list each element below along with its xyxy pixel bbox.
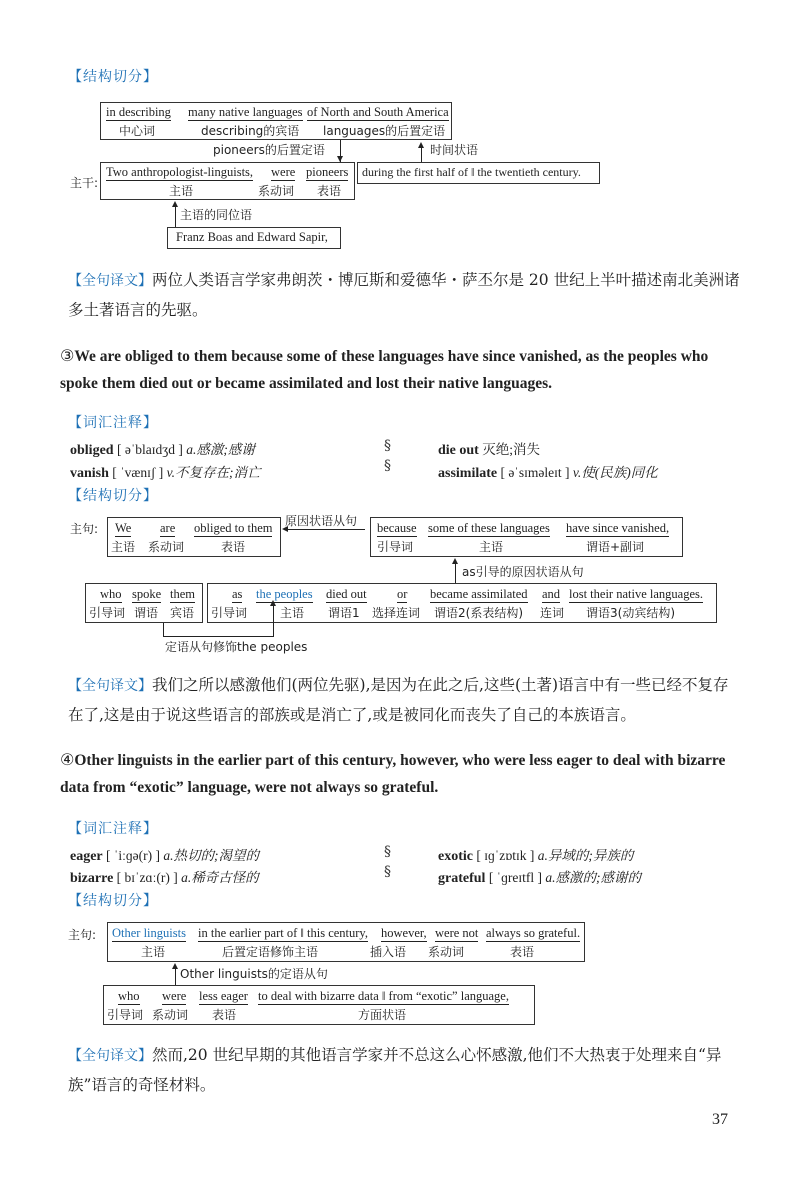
connector-line xyxy=(175,207,176,227)
connector-line xyxy=(455,563,456,583)
translation-paragraph xyxy=(68,266,740,325)
phrase-of-north-south-america: of North and South America xyxy=(307,105,449,119)
phrase-some-of-these-languages: some of these languages xyxy=(428,521,550,535)
phrase-box-describing xyxy=(100,102,452,140)
phrase-were-not: were not xyxy=(435,926,479,940)
vocab-heading: 【词汇注释】 xyxy=(68,821,158,837)
vocab-entry xyxy=(438,438,540,459)
phrase-less-eager: less eager xyxy=(199,989,248,1003)
vocab-entry xyxy=(438,844,633,865)
main-clause-label: 主干: xyxy=(70,176,99,190)
phrase-box-as-clause xyxy=(207,583,717,623)
vocab-ipa: [ ˈɡreɪtfl ] xyxy=(488,870,543,885)
phrase-earlier-part-of-century: in the earlier part of ‖ this century, xyxy=(198,926,368,940)
phrase-them: them xyxy=(170,587,195,601)
phrase-franz-boas-edward-sapir: Franz Boas and Edward Sapir, xyxy=(176,230,328,244)
phrase-box-names xyxy=(167,227,341,249)
phrase-however: however, xyxy=(381,926,427,940)
vocab-heading: 【词汇注释】 xyxy=(68,415,158,431)
sentence-3 xyxy=(60,342,740,397)
label-alternative-conj: 选择连词 xyxy=(372,606,421,620)
sentence-number: ④ xyxy=(60,750,75,769)
phrase-who: who xyxy=(118,989,140,1003)
translation-tag: 【全句译文】 xyxy=(68,678,152,694)
label-predicate-adverb: 谓语+副词 xyxy=(586,540,645,554)
arrow-up xyxy=(418,142,424,148)
vocab-def: a.感激的;感谢的 xyxy=(545,870,642,885)
vocab-entry xyxy=(70,461,261,482)
vocab-word: exotic xyxy=(438,849,473,864)
vocab-word: vanish xyxy=(70,466,109,481)
translation-paragraph xyxy=(68,671,740,730)
connector-line xyxy=(175,968,176,985)
label-aspect-adverbial: 方面状语 xyxy=(358,1008,407,1022)
translation-tag: 【全句译文】 xyxy=(68,1048,152,1064)
phrase-box-main xyxy=(100,162,355,200)
phrase-spoke: spoke xyxy=(132,587,162,601)
phrase-box-we-are-obliged xyxy=(107,517,281,557)
phrase-became-assimilated: became assimilated xyxy=(430,587,528,601)
label-subject: 主语 xyxy=(141,945,166,959)
phrase-lost-native-languages: lost their native languages. xyxy=(569,587,703,601)
phrase-have-since-vanished: have since vanished, xyxy=(566,521,670,535)
vocab-entry xyxy=(438,461,658,482)
label-predicative: 表语 xyxy=(510,945,535,959)
label-parenthesis: 插入语 xyxy=(370,945,407,959)
vocab-ipa: [ ˈiːɡə(r) ] xyxy=(106,848,160,863)
label-reason-clause: 原因状语从句 xyxy=(285,514,358,528)
label-predicate-1: 谓语1 xyxy=(328,606,360,620)
label-predicate-3: 谓语3(动宾结构) xyxy=(586,606,675,620)
vocab-def: v.不复存在;消亡 xyxy=(166,465,261,480)
phrase-because: because xyxy=(377,521,417,535)
main-clause-label: 主句: xyxy=(70,522,99,536)
label-post-attr-subject: 后置定语修饰主语 xyxy=(222,945,319,959)
label-subject: 主语 xyxy=(280,606,305,620)
vocab-ipa: [ əˈsɪməleɪt ] xyxy=(500,465,570,480)
phrase-to-deal-with: to deal with bizarre data ‖ from “exotic” language, xyxy=(258,989,509,1003)
phrase-as: as xyxy=(232,587,243,601)
label-relative-clause: 定语从句修饰the peoples xyxy=(165,640,308,654)
connector-line xyxy=(163,623,164,637)
label-linking-verb: 系动词 xyxy=(258,184,295,198)
translation-paragraph xyxy=(68,1041,740,1100)
translation-tag: 【全句译文】 xyxy=(68,273,152,289)
label-subject: 主语 xyxy=(111,540,136,554)
label-predicative: 表语 xyxy=(212,1008,237,1022)
phrase-we: We xyxy=(115,521,132,535)
sentence-4 xyxy=(60,746,740,801)
struct-heading: 【结构切分】 xyxy=(68,69,158,85)
label-pioneers-post-attr: pioneers的后置定语 xyxy=(213,143,325,157)
phrase-obliged-to-them: obliged to them xyxy=(194,521,273,535)
arrow-up xyxy=(270,600,276,606)
struct-heading: 【结构切分】 xyxy=(68,893,158,909)
label-conjunction: 引导词 xyxy=(377,540,414,554)
vocab-ipa: [ bɪˈzɑː(r) ] xyxy=(116,870,178,885)
vocab-word: eager xyxy=(70,849,103,864)
phrase-were: were xyxy=(162,989,187,1003)
label-relative-word: 引导词 xyxy=(107,1008,144,1022)
label-attributive-clause: Other linguists的定语从句 xyxy=(180,967,328,981)
arrow-up xyxy=(172,963,178,969)
label-describing-object: describing的宾语 xyxy=(201,124,300,138)
phrase-box-who-spoke xyxy=(85,583,203,623)
translation-text: 我们之所以感激他们(两位先驱),是因为在此之后,这些(土著)语言中有一些已经不复存在了,这是由于说这些语言的部族或是消亡了,或是被同化而丧失了自己的本族语言。 xyxy=(68,676,729,724)
struct-heading: 【结构切分】 xyxy=(68,488,158,504)
connector-line xyxy=(421,146,422,162)
vocab-word: assimilate xyxy=(438,466,498,481)
vocab-entry xyxy=(438,866,641,887)
page-number: 37 xyxy=(712,1111,728,1128)
phrase-died-out: died out xyxy=(326,587,367,601)
vocab-word: grateful xyxy=(438,871,486,886)
vocab-word: obliged xyxy=(70,443,114,458)
label-as-reason-clause: as引导的原因状语从句 xyxy=(462,565,584,579)
label-subject: 主语 xyxy=(169,184,194,198)
label-head-word: 中心词 xyxy=(119,124,156,138)
vocab-def: a.稀奇古怪的 xyxy=(181,870,259,885)
vocab-ipa: [ əˈblaɪdʒd ] xyxy=(116,442,183,457)
label-predicate: 谓语 xyxy=(134,606,159,620)
phrase-and: and xyxy=(542,587,561,601)
label-object: 宾语 xyxy=(170,606,195,620)
label-linking-verb: 系动词 xyxy=(428,945,465,959)
label-linking-verb: 系动词 xyxy=(148,540,185,554)
connector-line xyxy=(163,636,273,637)
phrase-many-native-languages: many native languages xyxy=(188,105,303,119)
main-clause-label: 主句: xyxy=(68,928,97,942)
vocab-def: v.使(民族)同化 xyxy=(572,465,658,480)
vocab-word: bizarre xyxy=(70,871,114,886)
vocab-word: die out xyxy=(438,443,479,458)
divider-squiggle: § xyxy=(384,864,391,880)
label-linking-verb: 系动词 xyxy=(152,1008,189,1022)
vocab-ipa: [ ˈvænɪʃ ] xyxy=(112,465,164,480)
phrase-were: were xyxy=(271,165,296,179)
vocab-def: a.热切的;渴望的 xyxy=(163,848,259,863)
label-subject: 主语 xyxy=(479,540,504,554)
phrase-the-peoples: the peoples xyxy=(256,587,313,601)
vocab-entry xyxy=(70,844,259,865)
label-conjunction-and: 连词 xyxy=(540,606,565,620)
label-predicative: 表语 xyxy=(317,184,342,198)
phrase-during-first-half: during the first half of ‖ the twentieth century. xyxy=(362,165,581,179)
vocab-ipa: [ ɪɡˈzɒtɪk ] xyxy=(476,848,535,863)
phrase-always-so-grateful: always so grateful. xyxy=(486,926,581,940)
arrow-up xyxy=(172,201,178,207)
phrase-box-time xyxy=(357,162,600,184)
phrase-two-anthropologists: Two anthropologist-linguists, xyxy=(106,165,254,179)
label-conjunction: 引导词 xyxy=(211,606,248,620)
divider-squiggle: § xyxy=(384,844,391,860)
arrow-up xyxy=(452,558,458,564)
connector-line xyxy=(287,529,365,530)
phrase-box-who-were xyxy=(103,985,535,1025)
divider-squiggle: § xyxy=(384,438,391,454)
sentence-text: Other linguists in the earlier part of this century, however, who were less eager to deal with bizarre data from “exotic” language, were not always so grateful. xyxy=(60,752,726,796)
phrase-box-because xyxy=(370,517,683,557)
sentence-text: We are obliged to them because some of these languages have since vanished, as the peoples who spoke them died out or became assimilated and lost their native languages. xyxy=(60,348,709,392)
label-languages-post-attr: languages的后置定语 xyxy=(323,124,446,138)
translation-text: 然而,20 世纪早期的其他语言学家并不总这么心怀感激,他们不大热衷于处理来自“异族”语言的奇怪材料。 xyxy=(68,1046,722,1094)
phrase-or: or xyxy=(397,587,408,601)
sentence-number: ③ xyxy=(60,346,75,365)
label-predicative: 表语 xyxy=(221,540,246,554)
phrase-in-describing: in describing xyxy=(106,105,171,119)
label-time-adverbial: 时间状语 xyxy=(430,143,479,157)
divider-squiggle: § xyxy=(384,458,391,474)
label-relative-word: 引导词 xyxy=(89,606,126,620)
label-appositive: 主语的同位语 xyxy=(180,208,253,222)
connector-line xyxy=(273,604,274,637)
vocab-entry xyxy=(70,438,255,459)
vocab-def: a.异域的;异族的 xyxy=(537,848,634,863)
phrase-pioneers: pioneers xyxy=(306,165,349,179)
vocab-def: 灭绝;消失 xyxy=(482,442,540,457)
phrase-box-other-linguists xyxy=(107,922,585,962)
vocab-entry xyxy=(70,866,259,887)
phrase-other-linguists: Other linguists xyxy=(112,926,186,940)
vocab-def: a.感激;感谢 xyxy=(186,442,255,457)
phrase-who: who xyxy=(100,587,122,601)
label-predicate-2: 谓语2(系表结构) xyxy=(434,606,523,620)
translation-text: 两位人类语言学家弗朗茨・博厄斯和爱德华・萨丕尔是 20 世纪上半叶描述南北美洲诸多土著语言的先驱。 xyxy=(68,271,740,319)
phrase-are: are xyxy=(160,521,176,535)
